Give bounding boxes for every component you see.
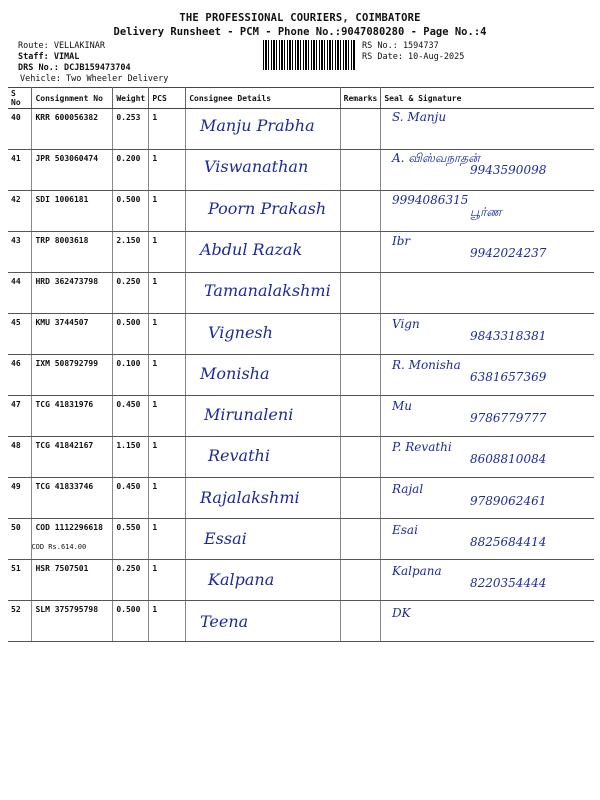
handwritten-consignee: Rajalakshmi <box>200 487 300 507</box>
row-pcs <box>149 519 186 560</box>
col-sno: S No <box>8 88 32 109</box>
handwritten-signature: A. விஸ்வநாதன் <box>392 151 480 166</box>
runsheet-subtitle: Delivery Runsheet - PCM - Phone No.:9047080280 - Page No.:4 <box>113 26 487 38</box>
row-pcs-text: 1 <box>152 441 158 450</box>
row-pcs <box>149 232 186 273</box>
handwritten-signature: Ibr <box>392 233 411 248</box>
vehicle-label: Vehicle: Two Wheeler Delivery <box>20 74 169 84</box>
row-consignment <box>32 601 113 642</box>
handwritten-phone: 9843318381 <box>470 328 547 343</box>
handwritten-signature: Rajal <box>392 481 424 496</box>
row-sno-text: 51 <box>11 564 21 573</box>
handwritten-signature: Mu <box>392 399 413 414</box>
row-sno <box>8 150 32 191</box>
row-pcs-text: 1 <box>152 523 158 532</box>
row-weight <box>113 232 149 273</box>
handwritten-consignee: Mirunaleni <box>204 405 294 425</box>
row-consignment-text: HSR 7507501 <box>35 564 89 573</box>
handwritten-consignee: Poorn Prakash <box>208 198 327 218</box>
row-remarks <box>340 437 381 478</box>
row-pcs-text: 1 <box>152 564 158 573</box>
table-header-row <box>8 88 594 109</box>
row-pcs <box>149 150 186 191</box>
handwritten-consignee: Monisha <box>200 363 270 383</box>
rs-date: RS Date: 10-Aug-2025 <box>362 52 465 62</box>
row-sno <box>8 478 32 519</box>
row-sno-text: 44 <box>11 277 21 286</box>
row-pcs <box>149 109 186 150</box>
row-weight-text: 0.550 <box>116 523 141 532</box>
route-label: Route: VELLAKINAR <box>18 41 105 51</box>
row-remarks <box>340 355 381 396</box>
row-sno-text: 40 <box>11 113 21 122</box>
row-signature <box>381 601 594 642</box>
handwritten-phone: 8608810084 <box>470 452 547 467</box>
row-sno-text: 52 <box>11 605 21 614</box>
row-sno <box>8 109 32 150</box>
row-remarks <box>340 560 381 601</box>
row-consignment <box>32 150 113 191</box>
handwritten-signature: Vign <box>392 316 420 331</box>
row-sno <box>8 355 32 396</box>
row-weight <box>113 560 149 601</box>
handwritten-signature: 9994086315 <box>392 192 469 207</box>
row-pcs <box>149 601 186 642</box>
row-sno-text: 48 <box>11 441 21 450</box>
row-consignment <box>32 273 113 314</box>
col-pcs: PCS <box>149 88 186 109</box>
row-consignment <box>32 478 113 519</box>
row-weight <box>113 191 149 232</box>
row-consignment-text: TCG 41833746 <box>35 482 94 491</box>
handwritten-consignee: Abdul Razak <box>200 239 303 259</box>
row-sno <box>8 601 32 642</box>
row-sno-text: 42 <box>11 195 21 204</box>
row-sno <box>8 314 32 355</box>
handwritten-consignee: Essai <box>204 529 247 548</box>
col-weight: Weight <box>113 88 149 109</box>
row-pcs-text: 1 <box>152 113 158 122</box>
row-pcs-text: 1 <box>152 154 158 163</box>
row-consignment-text: KMU 3744507 <box>35 318 89 327</box>
row-pcs-text: 1 <box>152 359 158 368</box>
row-sno <box>8 232 32 273</box>
row-remarks <box>340 273 381 314</box>
row-pcs-text: 1 <box>152 236 158 245</box>
company-title: THE PROFESSIONAL COURIERS, COIMBATORE <box>179 12 421 24</box>
row-remarks <box>340 232 381 273</box>
row-remarks <box>340 191 381 232</box>
row-weight <box>113 396 149 437</box>
row-remarks <box>340 150 381 191</box>
row-sno <box>8 519 32 560</box>
handwritten-phone: பூர்ண <box>470 204 502 219</box>
row-signature <box>381 273 594 314</box>
row-pcs <box>149 437 186 478</box>
row-pcs-text: 1 <box>152 318 158 327</box>
row-sno-text: 45 <box>11 318 21 327</box>
handwritten-consignee: Tamanalakshmi <box>204 281 331 301</box>
row-sno-text: 47 <box>11 400 21 409</box>
row-consignment-text: SLM 375795798 <box>35 605 99 614</box>
row-consignment-text: TCG 41842167 <box>35 441 94 450</box>
rs-number: RS No.: 1594737 <box>362 41 439 51</box>
row-sno-text: 41 <box>11 154 21 163</box>
row-weight-text: 0.250 <box>116 564 141 573</box>
row-sno-text: 46 <box>11 359 21 368</box>
row-consignment <box>32 396 113 437</box>
col-consignment: Consignment No <box>32 88 113 109</box>
row-sno <box>8 273 32 314</box>
row-consignment <box>32 314 113 355</box>
row-weight-text: 0.250 <box>116 277 141 286</box>
row-consignment-text: SDI 1006181 <box>35 195 89 204</box>
row-remarks <box>340 396 381 437</box>
row-weight-text: 0.450 <box>116 482 141 491</box>
row-sno-text: 50 <box>11 523 21 532</box>
col-signature: Seal & Signature <box>381 88 594 109</box>
handwritten-consignee: Manju Prabha <box>200 116 315 135</box>
col-consignee: Consignee Details <box>186 88 340 109</box>
row-weight-text: 0.500 <box>116 605 141 614</box>
row-pcs <box>149 560 186 601</box>
handwritten-consignee: Vignesh <box>208 322 273 342</box>
row-pcs-text: 1 <box>152 400 158 409</box>
handwritten-signature: P. Revathi <box>392 440 452 455</box>
row-consignment <box>32 437 113 478</box>
cod-amount-note: COD Rs.614.00 <box>31 543 87 551</box>
row-pcs <box>149 191 186 232</box>
row-weight <box>113 355 149 396</box>
handwritten-phone: 6381657369 <box>470 369 547 384</box>
row-weight <box>113 150 149 191</box>
row-consignment <box>32 109 113 150</box>
table-row <box>8 601 594 642</box>
row-pcs <box>149 396 186 437</box>
row-consignment-text: TCG 41831976 <box>35 400 94 409</box>
row-consignment-text: IXM 508792799 <box>35 359 99 368</box>
row-consignment-text: TRP 8003618 <box>35 236 89 245</box>
handwritten-signature: S. Manju <box>392 110 447 124</box>
handwritten-consignee: Teena <box>200 611 249 631</box>
handwritten-phone: 9943590098 <box>470 163 547 178</box>
handwritten-phone: 8220354444 <box>470 576 547 591</box>
row-consignment-text: COD 1112296618 <box>35 523 103 532</box>
handwritten-phone: 9789062461 <box>470 493 547 508</box>
row-consignment <box>32 519 113 560</box>
row-remarks <box>340 519 381 560</box>
row-weight <box>113 601 149 642</box>
row-weight <box>113 314 149 355</box>
handwritten-consignee: Viswanathan <box>204 157 309 177</box>
staff-label: Staff: VIMAL <box>18 52 80 62</box>
barcode <box>263 40 355 70</box>
row-weight <box>113 519 149 560</box>
row-consignment <box>32 355 113 396</box>
row-weight-text: 0.500 <box>116 195 141 204</box>
row-remarks <box>340 109 381 150</box>
row-consignment-text: JPR 503060474 <box>35 154 99 163</box>
row-remarks <box>340 478 381 519</box>
row-pcs <box>149 355 186 396</box>
row-sno <box>8 191 32 232</box>
row-consignment-text: HRD 362473798 <box>35 277 99 286</box>
row-pcs <box>149 273 186 314</box>
row-weight-text: 0.500 <box>116 318 141 327</box>
row-sno <box>8 396 32 437</box>
row-remarks <box>340 314 381 355</box>
handwritten-consignee: Kalpana <box>208 570 275 590</box>
row-pcs-text: 1 <box>152 605 158 614</box>
row-weight <box>113 273 149 314</box>
row-pcs-text: 1 <box>152 277 158 286</box>
handwritten-signature: Esai <box>392 523 418 537</box>
row-weight-text: 0.253 <box>116 113 141 122</box>
row-pcs-text: 1 <box>152 482 158 491</box>
handwritten-signature: DK <box>392 605 411 620</box>
row-consignment-text: KRR 600056382 <box>35 113 99 122</box>
handwritten-consignee: Revathi <box>208 446 270 466</box>
handwritten-phone: 8825684414 <box>470 535 547 549</box>
row-sno <box>8 560 32 601</box>
row-weight <box>113 478 149 519</box>
handwritten-phone: 9786779777 <box>470 411 547 426</box>
row-consignment <box>32 232 113 273</box>
row-weight <box>113 437 149 478</box>
row-weight-text: 0.100 <box>116 359 141 368</box>
handwritten-phone: 9942024237 <box>470 245 547 260</box>
row-sno-text: 43 <box>11 236 21 245</box>
row-sno <box>8 437 32 478</box>
drs-number: DRS No.: DCJB159473704 <box>18 63 131 73</box>
row-pcs-text: 1 <box>152 195 158 204</box>
row-consignment <box>32 560 113 601</box>
row-weight-text: 2.150 <box>116 236 141 245</box>
row-sno-text: 49 <box>11 482 21 491</box>
row-weight-text: 0.200 <box>116 154 141 163</box>
handwritten-signature: Kalpana <box>392 564 442 579</box>
row-weight <box>113 109 149 150</box>
row-weight-text: 0.450 <box>116 400 141 409</box>
row-weight-text: 1.150 <box>116 441 141 450</box>
handwritten-signature: R. Monisha <box>392 357 461 372</box>
col-remarks: Remarks <box>340 88 381 109</box>
row-pcs <box>149 478 186 519</box>
row-pcs <box>149 314 186 355</box>
row-remarks <box>340 601 381 642</box>
row-consignment <box>32 191 113 232</box>
